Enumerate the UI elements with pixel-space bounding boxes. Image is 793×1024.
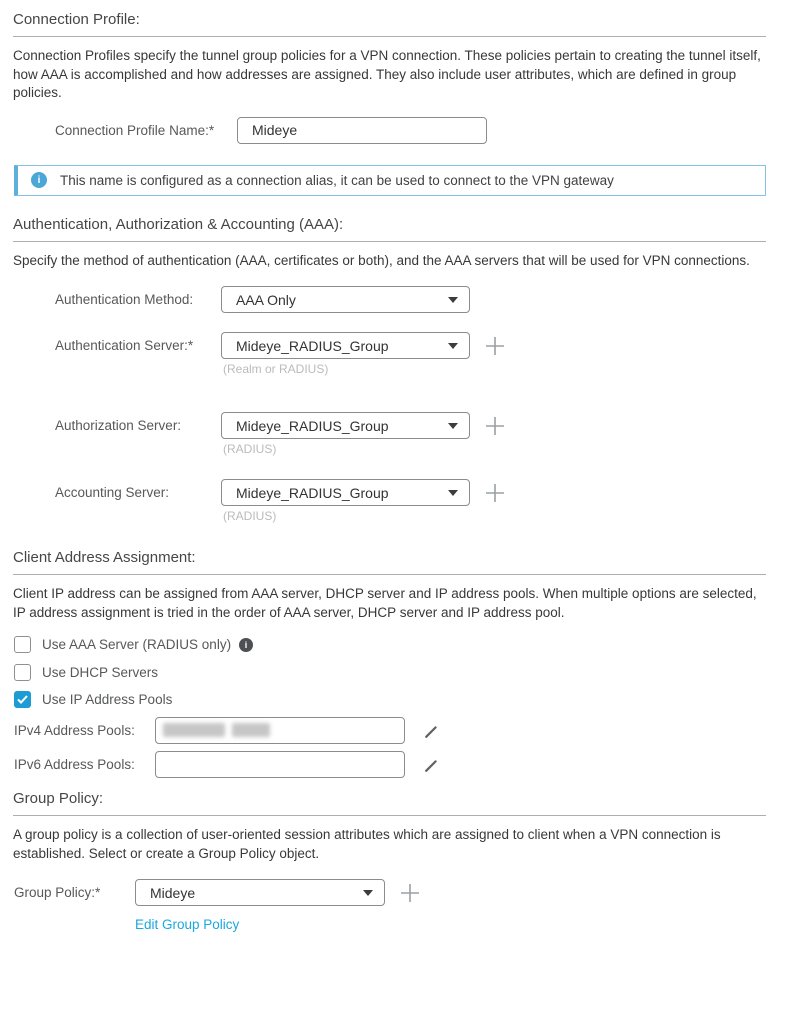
- info-banner-text: This name is configured as a connection alias, it can be used to connect to the VPN gateway: [60, 172, 614, 188]
- ipv4-address-pools-row: [13, 717, 766, 744]
- authentication-method-select[interactable]: [221, 286, 470, 313]
- redacted-value: [163, 723, 270, 737]
- section-title-aaa: Authentication, Authorization & Accounting (AAA):: [13, 215, 344, 233]
- ipv6-address-pools-input[interactable]: [155, 751, 405, 778]
- group-policy-row: [13, 879, 766, 906]
- info-banner: [14, 165, 766, 196]
- plus-icon: [485, 336, 505, 356]
- add-accounting-server-button[interactable]: [484, 482, 506, 504]
- use-aaa-server-checkbox[interactable]: [14, 636, 31, 653]
- authentication-server-value: Mideye_RADIUS_Group: [236, 337, 389, 354]
- authentication-server-select[interactable]: [221, 332, 470, 359]
- use-ip-address-pools-checkbox[interactable]: [14, 691, 31, 708]
- client-address-description: Client IP address can be assigned from AAA server, DHCP server and IP address pools. When multiple options are selected, IP address assignment is tried in the order of AAA server, DHCP server and IP address pool.: [13, 586, 757, 620]
- authentication-method-row: [13, 286, 766, 313]
- accounting-server-field: [221, 479, 506, 523]
- authentication-server-row: [13, 332, 766, 376]
- use-dhcp-servers-checkbox[interactable]: [14, 664, 31, 681]
- chevron-down-icon: [448, 423, 458, 429]
- authorization-server-row: [13, 412, 766, 456]
- section-title-client-address: Client Address Assignment:: [13, 549, 196, 566]
- use-dhcp-servers-row: [13, 664, 766, 681]
- plus-icon: [485, 416, 505, 436]
- authorization-server-helper: (RADIUS): [223, 442, 277, 456]
- section-divider: [13, 36, 766, 37]
- aaa-description: Specify the method of authentication (AAA, certificates or both), and the AAA servers that will be used for VPN connections.: [13, 252, 750, 268]
- accounting-server-row: [13, 479, 766, 523]
- pencil-icon: [422, 757, 440, 775]
- section-title-group-policy: Group Policy:: [13, 790, 104, 807]
- pencil-icon: [422, 723, 440, 741]
- authorization-server-value: Mideye_RADIUS_Group: [236, 417, 389, 434]
- connection-profile-name-label: Connection Profile Name:*: [55, 122, 215, 138]
- group-policy-description: A group policy is a collection of user-oriented session attributes which are assigned to client when a VPN connection is established. Select or create a Group Policy object.: [13, 827, 721, 861]
- accounting-server-select[interactable]: [221, 479, 470, 506]
- authentication-method-value: AAA Only: [236, 291, 296, 308]
- use-ip-address-pools-row: [13, 691, 766, 708]
- edit-ipv6-pools-button[interactable]: [421, 756, 441, 776]
- chevron-down-icon: [448, 297, 458, 303]
- chevron-down-icon: [448, 343, 458, 349]
- edit-ipv4-pools-button[interactable]: [421, 722, 441, 742]
- use-aaa-server-label: Use AAA Server (RADIUS only): [42, 637, 232, 652]
- connection-profile-name-input[interactable]: [237, 117, 487, 144]
- use-dhcp-servers-label: Use DHCP Servers: [42, 665, 159, 680]
- authorization-server-label: Authorization Server:: [55, 418, 182, 433]
- use-aaa-server-row: [13, 636, 766, 653]
- ipv6-address-pools-row: [13, 751, 766, 778]
- info-icon: i: [239, 638, 253, 652]
- chevron-down-icon: [363, 890, 373, 896]
- ipv6-address-pools-label: IPv6 Address Pools:: [14, 757, 135, 772]
- authentication-server-label: Authentication Server:*: [55, 338, 194, 353]
- add-authentication-server-button[interactable]: [484, 335, 506, 357]
- connection-profile-description: Connection Profiles specify the tunnel group policies for a VPN connection. These policies pertain to creating the tunnel itself, how AAA is accomplished and how addresses are assigned. They also include user attributes, which are defined in group policies.: [13, 48, 761, 100]
- add-authorization-server-button[interactable]: [484, 415, 506, 437]
- authentication-server-helper: (Realm or RADIUS): [223, 362, 329, 376]
- connection-profile-name-row: [13, 117, 766, 144]
- section-divider: [13, 241, 766, 242]
- use-ip-address-pools-label: Use IP Address Pools: [42, 692, 173, 707]
- plus-icon: [485, 483, 505, 503]
- add-group-policy-button[interactable]: [399, 882, 421, 904]
- info-icon: i: [31, 172, 47, 188]
- section-divider: [13, 815, 766, 816]
- group-policy-label: Group Policy:*: [14, 885, 101, 900]
- group-policy-select[interactable]: [135, 879, 385, 906]
- authorization-server-field: [221, 412, 506, 456]
- ipv4-address-pools-field: [155, 717, 405, 744]
- authentication-method-label: Authentication Method:: [55, 292, 194, 307]
- accounting-server-label: Accounting Server:: [55, 485, 170, 500]
- edit-group-policy-link[interactable]: Edit Group Policy: [135, 917, 240, 932]
- group-policy-value: Mideye: [150, 884, 196, 901]
- section-title-connection-profile: Connection Profile:: [13, 11, 140, 28]
- section-divider: [13, 574, 766, 575]
- plus-icon: [400, 883, 420, 903]
- accounting-server-helper: (RADIUS): [223, 509, 277, 523]
- chevron-down-icon: [448, 490, 458, 496]
- checkmark-icon: [17, 695, 28, 704]
- authentication-server-field: [221, 332, 506, 376]
- accounting-server-value: Mideye_RADIUS_Group: [236, 484, 389, 501]
- ipv4-address-pools-label: IPv4 Address Pools:: [14, 723, 135, 738]
- authorization-server-select[interactable]: [221, 412, 470, 439]
